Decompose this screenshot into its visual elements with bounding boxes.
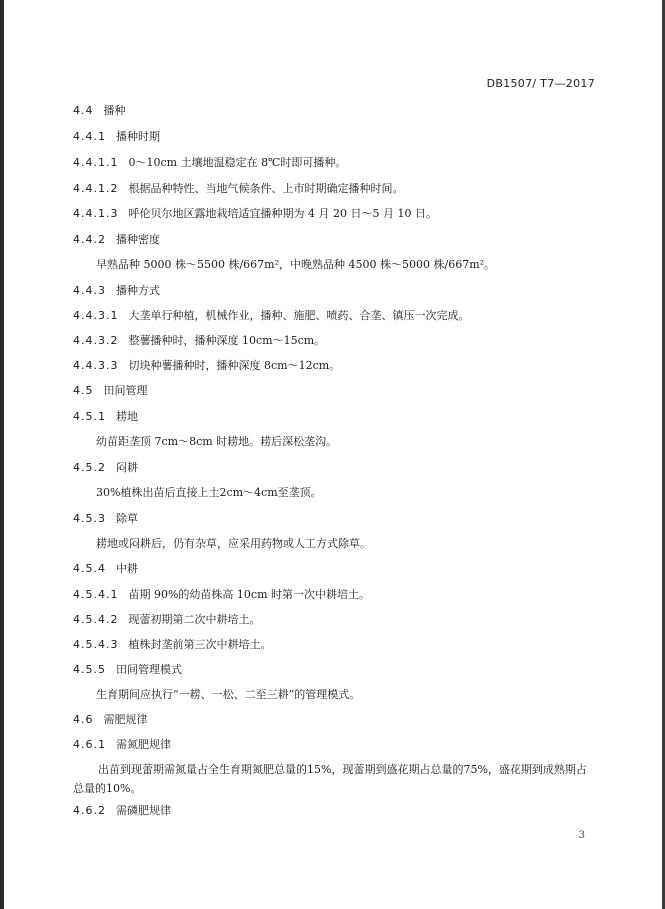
section-heading	[73, 130, 595, 144]
section-heading	[73, 512, 595, 526]
clause-number: 4.4.3.1	[73, 309, 119, 322]
clause-line	[73, 182, 595, 196]
section-heading	[73, 738, 595, 752]
document-code: DB1507/ T7—2017	[486, 77, 595, 90]
clause-line	[73, 334, 595, 348]
section-number: 4.6.1	[73, 738, 106, 751]
section-heading	[73, 410, 595, 424]
section-title: 播种方式	[116, 284, 160, 297]
section-title: 闷耕	[116, 461, 138, 474]
section-title: 中耕	[116, 562, 138, 575]
body-paragraph: 耢地或闷耕后，仍有杂草，应采用药物或人工方式除草。	[96, 537, 371, 550]
section-number: 4.6	[73, 713, 94, 726]
clause-line	[73, 156, 595, 170]
clause-number: 4.5.4.2	[73, 613, 119, 626]
clause-text: 大垄单行种植，机械作业，播种、施肥、喷药、合垄、镇压一次完成。	[128, 309, 470, 322]
section-title: 播种密度	[116, 233, 160, 246]
clause-text: 呼伦贝尔地区露地栽培适宜播种期为 4 月 20 日～5 月 10 日。	[128, 207, 437, 220]
section-heading	[73, 804, 595, 818]
section-number: 4.5.5	[73, 663, 106, 676]
section-title: 耢地	[116, 410, 138, 423]
section-number: 4.5.1	[73, 410, 106, 423]
body-paragraph: 出苗到现蕾期需氮量占全生育期氮肥总量的15%，现蕾期到盛花期占总量的75%，盛花期到成熟期占总量的10%。	[73, 763, 587, 795]
section-title: 田间管理模式	[116, 663, 182, 676]
clause-text: 现蕾初期第二次中耕培土。	[128, 613, 261, 626]
body-paragraph: 早熟品种 5000 株～5500 株/667m²，中晚熟品种 4500 株～5000 株/667m²。	[96, 258, 496, 271]
clause-number: 4.4.3.2	[73, 334, 119, 347]
section-title: 田间管理	[103, 384, 148, 397]
section-number: 4.4.1	[73, 130, 106, 143]
section-heading	[73, 663, 595, 677]
section-number: 4.4	[73, 104, 94, 117]
clause-line	[73, 613, 595, 627]
section-heading	[73, 284, 595, 298]
clause-line	[73, 359, 595, 373]
section-number: 4.4.2	[73, 233, 106, 246]
section-number: 4.5	[73, 384, 94, 397]
clause-text: 整薯播种时，播种深度 10cm～15cm。	[128, 334, 326, 347]
clause-text: 切块种薯播种时，播种深度 8cm～12cm。	[128, 359, 341, 372]
section-heading	[73, 384, 595, 398]
clause-number: 4.4.1.2	[73, 182, 119, 195]
section-title: 需氮肥规律	[116, 738, 171, 751]
body-paragraph: 30%植株出苗后直接上土2cm～4cm至垄顶。	[96, 486, 322, 499]
section-title: 需磷肥规律	[116, 804, 171, 817]
section-heading	[73, 233, 595, 247]
clause-number: 4.4.3.3	[73, 359, 119, 372]
page-number: 3	[578, 830, 585, 841]
body-paragraph: 生育期间应执行“一耢、一松、二至三耕”的管理模式。	[96, 688, 361, 701]
section-heading	[73, 562, 595, 576]
section-heading	[73, 713, 595, 727]
section-number: 4.5.4	[73, 562, 106, 575]
section-title: 需肥规律	[103, 713, 148, 726]
clause-text: 根据品种特性、当地气候条件、上市时期确定播种时间。	[128, 182, 404, 195]
clause-number: 4.5.4.1	[73, 588, 119, 601]
section-number: 4.5.2	[73, 461, 106, 474]
clause-number: 4.4.1.1	[73, 156, 119, 169]
section-title: 播种时期	[116, 130, 160, 143]
section-heading	[73, 104, 595, 118]
section-title: 除草	[116, 512, 138, 525]
clause-number: 4.5.4.3	[73, 638, 119, 651]
section-title: 播种	[103, 104, 126, 117]
section-number: 4.5.3	[73, 512, 106, 525]
body-paragraph: 幼苗距垄顶 7cm～8cm 时耢地。耢后深松垄沟。	[96, 435, 338, 448]
section-heading	[73, 461, 595, 475]
clause-line	[73, 207, 595, 221]
clause-line	[73, 638, 595, 652]
clause-line	[73, 588, 595, 602]
clause-line	[73, 309, 595, 323]
clause-number: 4.4.1.3	[73, 207, 119, 220]
section-number: 4.6.2	[73, 804, 106, 817]
clause-text: 植株封垄前第三次中耕培土。	[128, 638, 272, 651]
clause-text: 苗期 90%的幼苗株高 10cm 时第一次中耕培土。	[128, 588, 371, 601]
section-number: 4.4.3	[73, 284, 106, 297]
clause-text: 0～10cm 土壤地温稳定在 8℃时即可播种。	[128, 156, 347, 169]
